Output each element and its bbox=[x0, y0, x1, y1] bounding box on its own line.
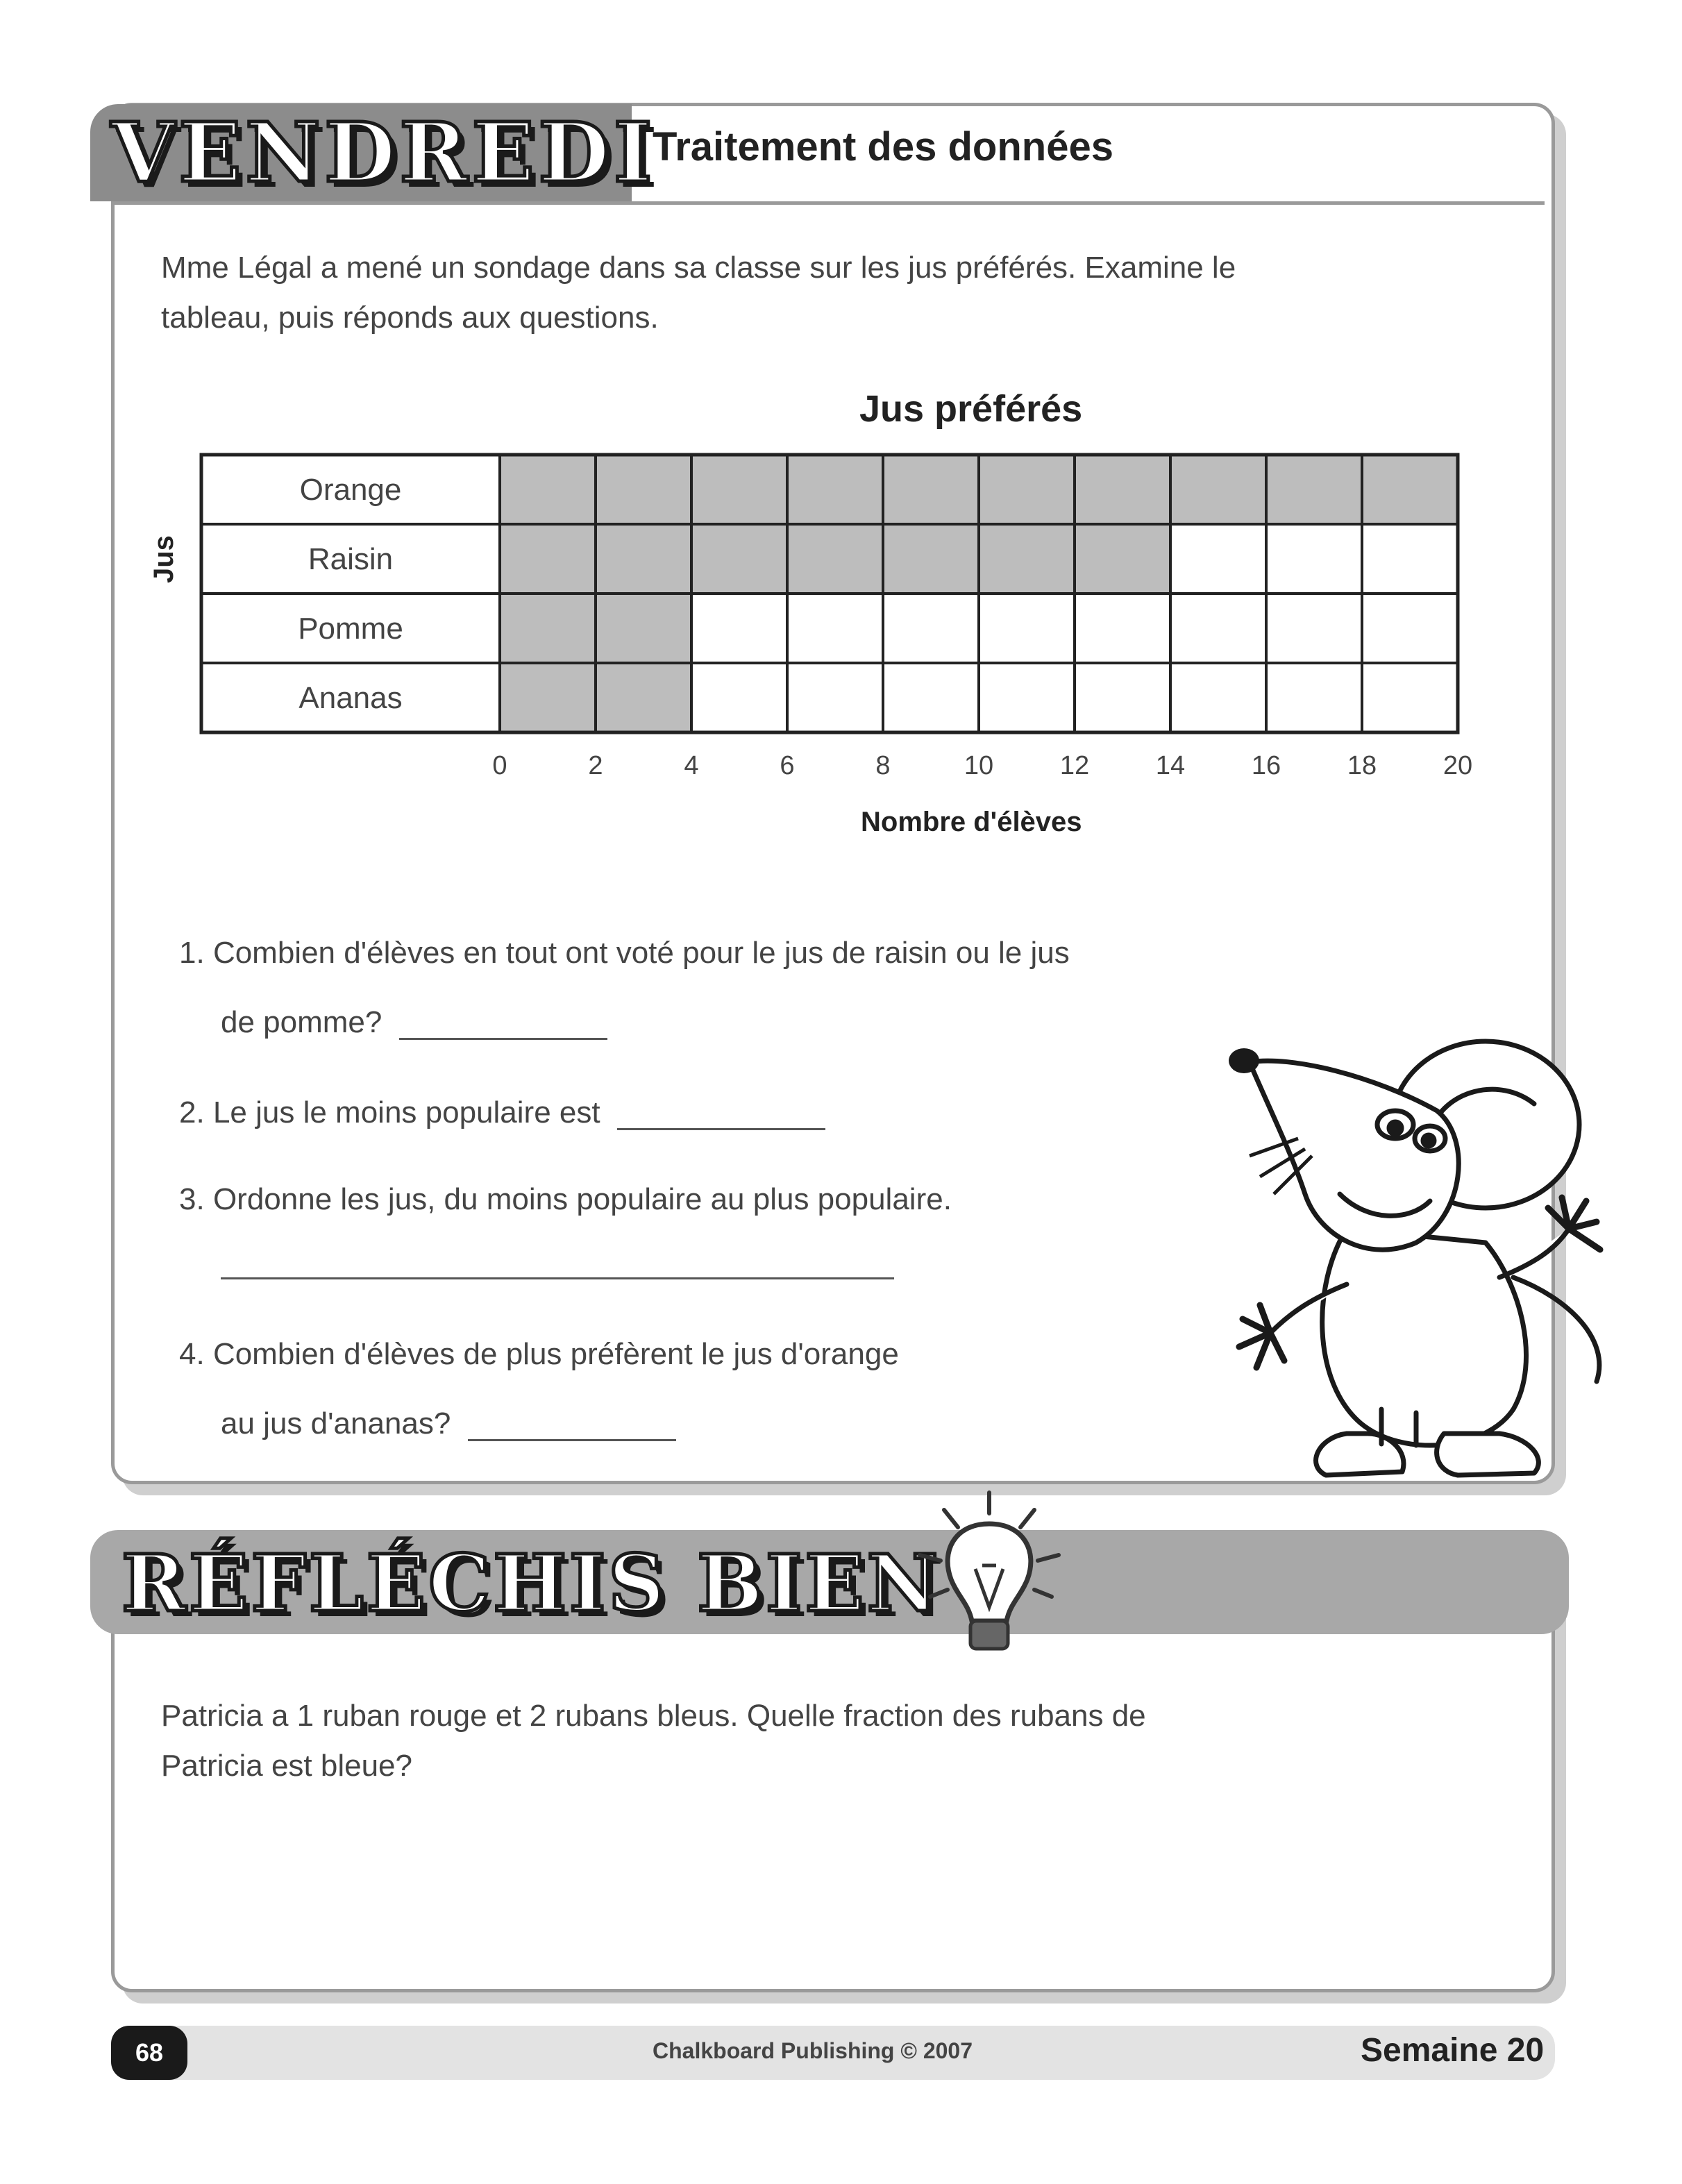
category-label-orange: Orange bbox=[299, 473, 402, 507]
lightbulb-icon bbox=[902, 1486, 1083, 1666]
bonus-line-1: Patricia a 1 ruban rouge et 2 rubans bleus. Quelle fraction des rubans de bbox=[161, 1699, 1146, 1733]
page-number: 68 bbox=[111, 2026, 187, 2080]
question-2-number: 2. bbox=[179, 1095, 205, 1129]
bonus-line-2: Patricia est bleue? bbox=[161, 1749, 412, 1783]
x-tick-20: 20 bbox=[1443, 751, 1473, 780]
x-tick-16: 16 bbox=[1251, 751, 1281, 780]
x-tick-4: 4 bbox=[684, 751, 699, 780]
x-tick-8: 8 bbox=[875, 751, 891, 780]
x-tick-12: 12 bbox=[1059, 751, 1090, 780]
question-1-text: Combien d'élèves en tout ont voté pour le jus de raisin ou le jus bbox=[212, 936, 1070, 970]
answer-blank-1[interactable] bbox=[399, 1010, 607, 1040]
answer-blank-2[interactable] bbox=[617, 1100, 825, 1130]
topic-title: Traitement des données bbox=[653, 124, 1113, 169]
intro-line-1: Mme Légal a mené un sondage dans sa classe sur les jus préférés. Examine le bbox=[161, 251, 1236, 285]
question-4-text-2: au jus d'ananas? bbox=[221, 1406, 451, 1440]
x-tick-18: 18 bbox=[1347, 751, 1377, 780]
bonus-title: RÉFLÉCHIS BIEN bbox=[121, 1538, 941, 1629]
chart-y-label: Jus bbox=[149, 535, 179, 583]
question-1 bbox=[179, 936, 1070, 971]
question-1-number: 1. bbox=[179, 936, 205, 970]
chart-x-label: Nombre d'élèves bbox=[861, 807, 1082, 837]
bar-raisin bbox=[500, 524, 1170, 594]
x-tick-14: 14 bbox=[1155, 751, 1186, 780]
category-label-ananas: Ananas bbox=[298, 681, 403, 715]
question-3-text: Ordonne les jus, du moins populaire au plus populaire. bbox=[212, 1182, 952, 1216]
week-label: Semaine 20 bbox=[1361, 2032, 1545, 2069]
bonus-text bbox=[161, 1691, 1146, 1791]
bar-chart bbox=[0, 0, 1682, 833]
question-4-text: Combien d'élèves de plus préfèrent le jus d'orange bbox=[212, 1337, 899, 1371]
answer-blank-4[interactable] bbox=[468, 1411, 676, 1441]
intro-line-2: tableau, puis réponds aux questions. bbox=[161, 301, 659, 335]
x-tick-10: 10 bbox=[964, 751, 994, 780]
mouse-illustration bbox=[1208, 1034, 1624, 1493]
answer-line-3[interactable] bbox=[221, 1277, 894, 1279]
question-1-cont bbox=[221, 1005, 607, 1040]
question-4 bbox=[179, 1337, 899, 1372]
x-tick-6: 6 bbox=[780, 751, 795, 780]
question-2-text: Le jus le moins populaire est bbox=[212, 1095, 600, 1129]
question-4-cont bbox=[221, 1406, 676, 1441]
question-4-number: 4. bbox=[179, 1337, 205, 1371]
category-label-raisin: Raisin bbox=[308, 542, 394, 576]
x-tick-2: 2 bbox=[588, 751, 603, 780]
question-2 bbox=[179, 1095, 825, 1130]
chart-title: Jus préférés bbox=[859, 388, 1083, 430]
publisher-credit: Chalkboard Publishing © 2007 bbox=[653, 2038, 973, 2063]
question-3 bbox=[179, 1182, 952, 1217]
question-3-number: 3. bbox=[179, 1182, 205, 1216]
category-label-pomme: Pomme bbox=[298, 612, 403, 646]
x-tick-0: 0 bbox=[492, 751, 507, 780]
day-title: VENDREDI bbox=[111, 104, 657, 201]
question-1-text-2: de pomme? bbox=[221, 1005, 382, 1039]
